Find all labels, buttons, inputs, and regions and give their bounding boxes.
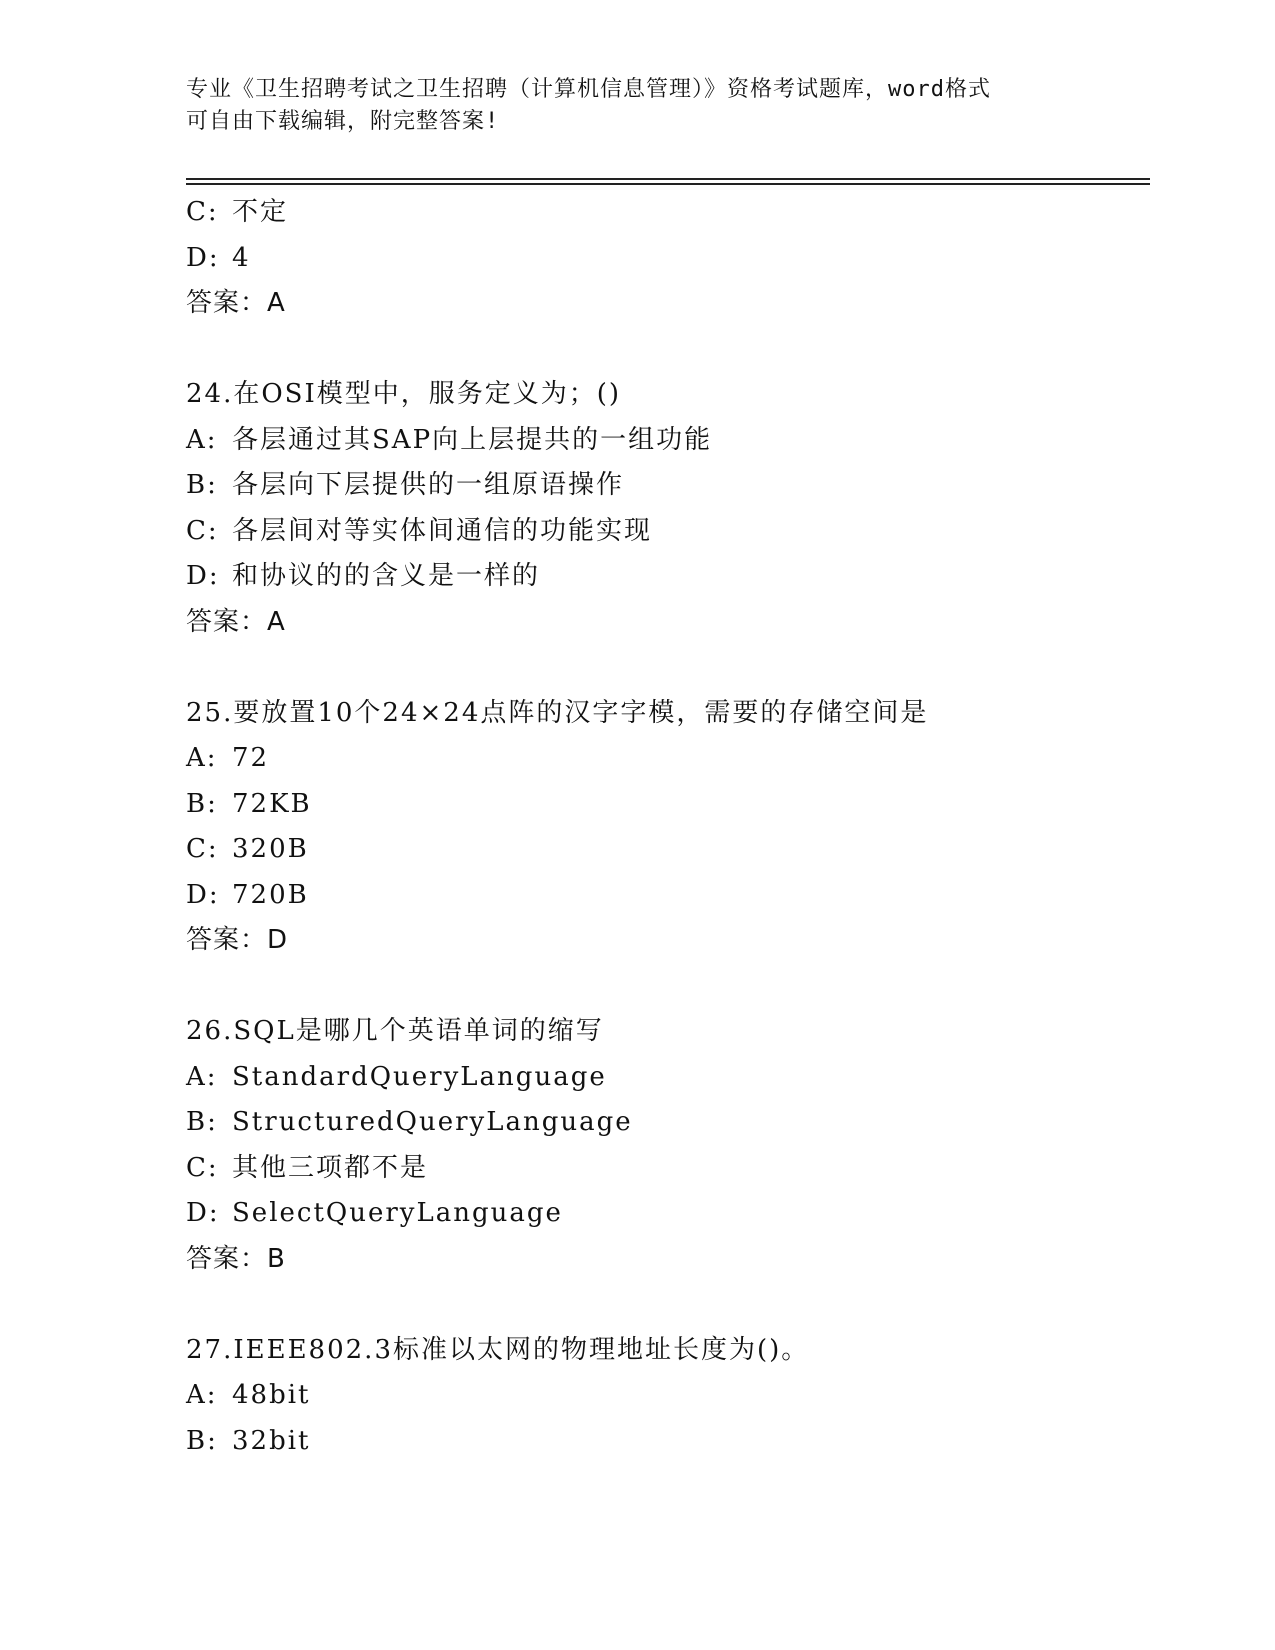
spacer xyxy=(186,645,1146,691)
option-text: StandardQueryLanguage xyxy=(232,1061,607,1092)
question-block-27 xyxy=(186,1328,1146,1465)
option-line xyxy=(186,236,1146,282)
option-line xyxy=(186,1191,1146,1237)
option-text: SelectQueryLanguage xyxy=(232,1198,563,1228)
option-line xyxy=(186,554,1146,600)
answer-line: 答案：B xyxy=(186,1243,286,1274)
option-text: 320B xyxy=(232,834,309,864)
option-line xyxy=(186,1419,1146,1465)
option-label: A: xyxy=(186,743,218,773)
option-text: 4 xyxy=(232,242,251,273)
option-label: D: xyxy=(186,561,220,591)
header-title-line-1: 专业《卫生招聘考试之卫生招聘（计算机信息管理）》资格考试题库，word格式 xyxy=(186,77,991,102)
question-block-prev xyxy=(186,190,1146,327)
option-text: 不定 xyxy=(232,197,289,227)
question-block-26 xyxy=(186,1009,1146,1282)
option-label: C: xyxy=(186,515,219,546)
option-label: D: xyxy=(186,242,220,273)
option-label: B: xyxy=(186,1425,218,1456)
option-line xyxy=(186,827,1146,873)
option-line xyxy=(186,509,1146,555)
spacer xyxy=(186,1282,1146,1328)
header-title-line-2: 可自由下载编辑，附完整答案! xyxy=(186,109,500,134)
option-text: 32bit xyxy=(232,1425,311,1456)
option-line xyxy=(186,1373,1146,1419)
header-divider-top xyxy=(186,178,1150,180)
option-label: D: xyxy=(186,1198,220,1228)
answer-line: 答案：A xyxy=(186,606,286,637)
option-text: 各层间对等实体间通信的功能实现 xyxy=(232,515,653,546)
option-line xyxy=(186,1100,1146,1146)
option-text: 和协议的的含义是一样的 xyxy=(232,561,541,591)
option-line xyxy=(186,782,1146,828)
option-text: 各层通过其SAP向上层提共的一组功能 xyxy=(232,424,713,455)
option-label: A: xyxy=(186,424,218,455)
option-label: C: xyxy=(186,197,219,227)
option-label: A: xyxy=(186,1061,218,1092)
spacer xyxy=(186,327,1146,373)
answer-line: 答案：A xyxy=(186,288,286,318)
question-stem: 26.SQL是哪几个英语单词的缩写 xyxy=(186,1016,604,1046)
spacer xyxy=(186,964,1146,1010)
answer-line: 答案：D xyxy=(186,925,289,955)
option-label: A: xyxy=(186,1380,218,1410)
option-text: 720B xyxy=(232,879,309,910)
option-text: 72 xyxy=(232,743,270,773)
option-line xyxy=(186,873,1146,919)
option-line xyxy=(186,190,1146,236)
document-header xyxy=(186,74,1086,138)
option-text: 72KB xyxy=(232,788,312,819)
option-line xyxy=(186,1146,1146,1192)
option-label: D: xyxy=(186,879,220,910)
option-line xyxy=(186,736,1146,782)
option-line xyxy=(186,463,1146,509)
option-label: B: xyxy=(186,1107,218,1137)
question-list xyxy=(186,190,1146,1464)
question-block-24 xyxy=(186,372,1146,645)
option-line xyxy=(186,418,1146,464)
option-label: B: xyxy=(186,470,218,500)
option-text: StructuredQueryLanguage xyxy=(232,1107,633,1137)
option-text: 48bit xyxy=(232,1380,311,1410)
option-text: 其他三项都不是 xyxy=(232,1152,429,1183)
question-stem: 27.IEEE802.3标准以太网的物理地址长度为()。 xyxy=(186,1334,810,1365)
question-stem: 25.要放置10个24×24点阵的汉字字模，需要的存储空间是 xyxy=(186,697,929,728)
option-label: C: xyxy=(186,834,219,864)
header-divider-bottom xyxy=(186,183,1150,185)
option-label: B: xyxy=(186,788,218,819)
question-block-25 xyxy=(186,691,1146,964)
option-label: C: xyxy=(186,1152,219,1183)
question-stem: 24.在OSI模型中，服务定义为；() xyxy=(186,379,622,409)
option-text: 各层向下层提供的一组原语操作 xyxy=(232,470,625,500)
option-line xyxy=(186,1055,1146,1101)
